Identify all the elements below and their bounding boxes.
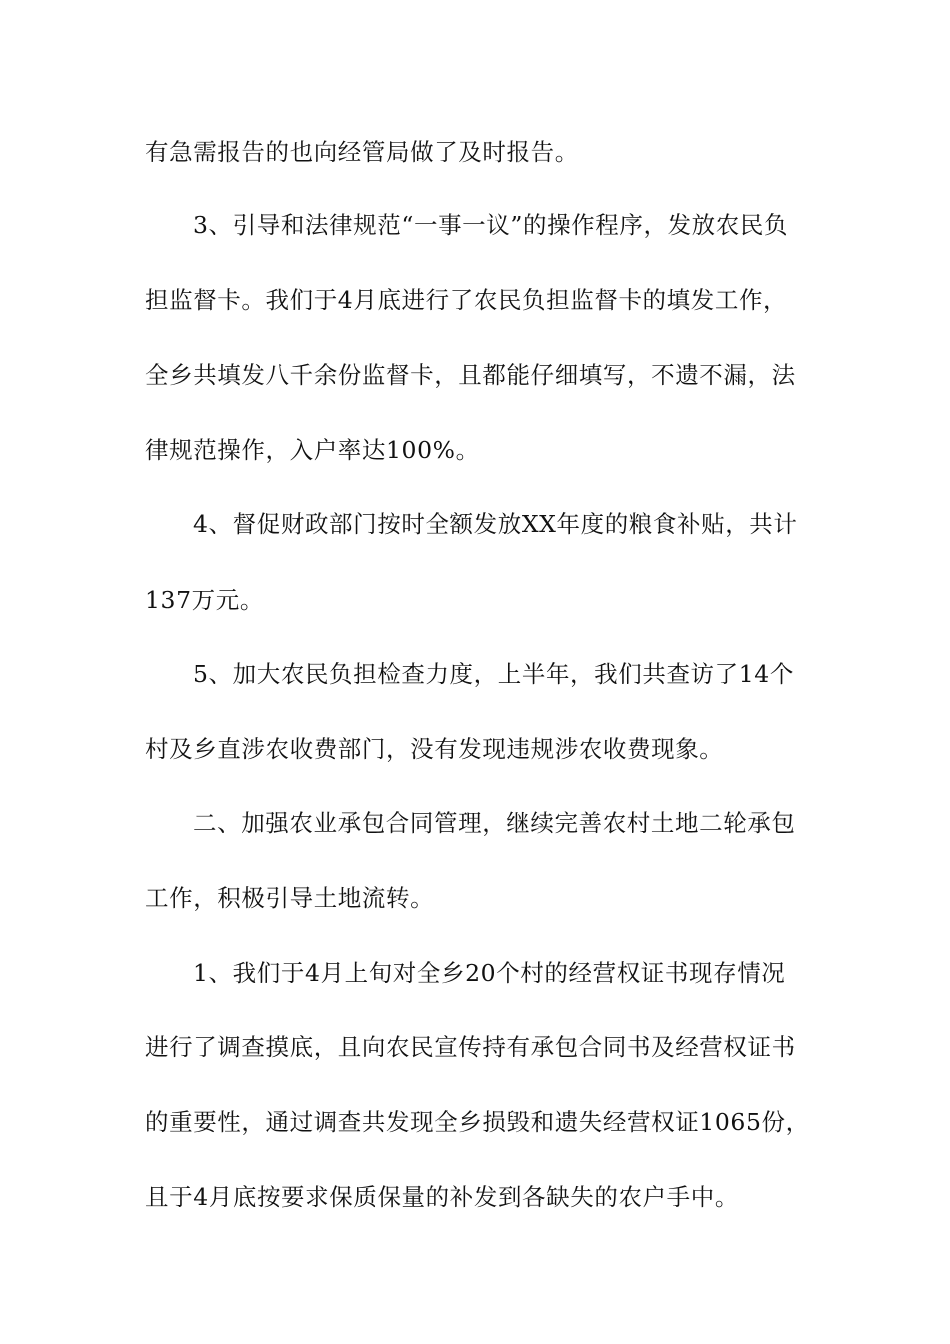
text-line-3: 担监督卡。我们于4月底进行了农民负担监督卡的填发工作， bbox=[145, 286, 788, 314]
text-line-1: 有急需报告的也向经管局做了及时报告。 bbox=[145, 138, 579, 166]
text-line-6: 4、督促财政部门按时全额发放XX年度的粮食补贴，共计 bbox=[193, 510, 798, 538]
text-line-12: 1、我们于4月上旬对全乡20个村的经营权证书现存情况 bbox=[193, 959, 786, 987]
text-line-8: 5、加大农民负担检查力度，上半年，我们共查访了14个 bbox=[193, 660, 794, 688]
text-line-15: 且于4月底按要求保质保量的补发到各缺失的农户手中。 bbox=[145, 1183, 739, 1211]
text-line-2: 3、引导和法律规范“一事一议”的操作程序，发放农民负 bbox=[193, 211, 789, 239]
text-line-11: 工作，积极引导土地流转。 bbox=[145, 884, 435, 912]
text-line-10: 二、加强农业承包合同管理，继续完善农村土地二轮承包 bbox=[193, 809, 796, 837]
text-line-13: 进行了调查摸底，且向农民宣传持有承包合同书及经营权证书 bbox=[145, 1033, 796, 1061]
text-line-5: 律规范操作，入户率达100%。 bbox=[145, 436, 480, 464]
text-line-14: 的重要性，通过调查共发现全乡损毁和遗失经营权证1065份， bbox=[145, 1108, 810, 1136]
text-line-4: 全乡共填发八千余份监督卡，且都能仔细填写，不遗不漏，法 bbox=[145, 361, 796, 389]
text-line-7: 137万元。 bbox=[145, 586, 264, 614]
text-line-9: 村及乡直涉农收费部门，没有发现违规涉农收费现象。 bbox=[145, 735, 724, 763]
